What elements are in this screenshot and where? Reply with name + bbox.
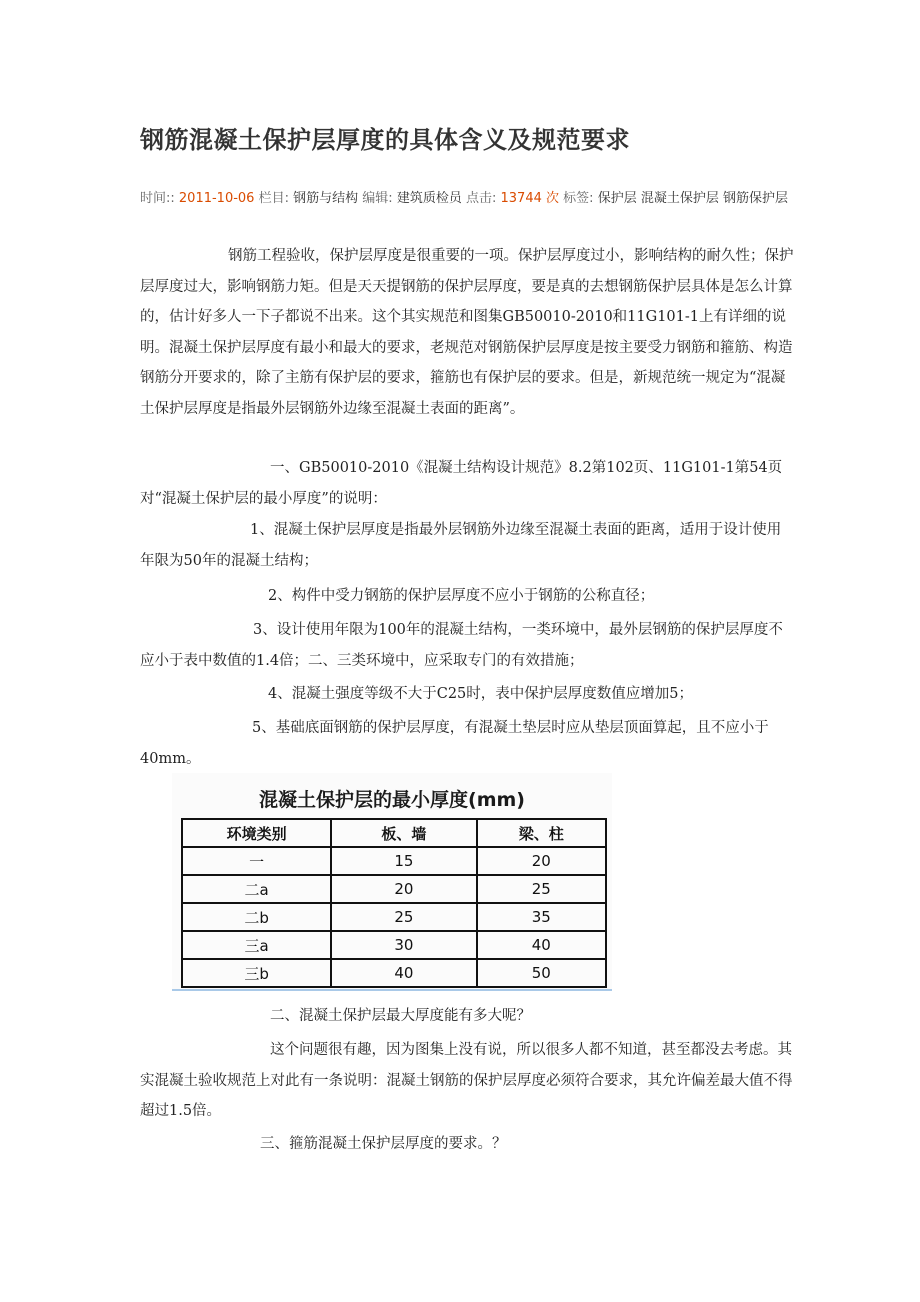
editor-label: 编辑: (362, 191, 393, 206)
section-heading: 三、箍筋混凝土保护层厚度的要求。？ (260, 1136, 507, 1152)
cover-thickness-table (181, 818, 607, 988)
table-row (182, 847, 606, 875)
body-paragraph: 钢筋工程验收，保护层厚度是很重要的一项。保护层厚度过小，影响结构的耐久性；保护层厚度过大，影响钢筋力矩。但是天天提钢筋的保护层厚度，要是真的去想钢筋保护层具体是怎么计算的，估计好多人一下子都说不出来。这个其实规范和图集GB50010-2010和11G101-1上有详细的说明。混凝土保护层厚度有最小和最大的要求，老规范对钢筋保护层厚度是按主要受力钢筋和箍筋、构造钢筋分开要求的，除了主筋有保护层的要求，箍筋也有保护层的要求。但是，新规范统一规定为“混凝土保护层厚度是指最外层钢筋外边缘至混凝土表面的距离”。 (140, 248, 794, 417)
figure-title: 混凝土保护层的最小厚度(mm) (259, 789, 525, 811)
table-row (182, 903, 606, 931)
article-title: 钢筋混凝土保护层厚度的具体含义及规范要求 (140, 126, 630, 154)
table-cell: 30 (331, 931, 476, 959)
section-heading: 二、混凝土保护层最大厚度能有多大呢？ (270, 1008, 531, 1024)
table-cell: 40 (477, 931, 606, 959)
table-cell: 25 (331, 903, 476, 931)
table-cell: 三a (182, 931, 331, 959)
tag-link[interactable]: 保护层 (597, 191, 637, 206)
rule-item: 3、设计使用年限为100年的混凝土结构，一类环境中，最外层钢筋的保护层厚度不应小于表中数值的1.4倍；二、三类环境中，应采取专门的有效措施； (140, 622, 783, 669)
header-cell: 板、墙 (331, 819, 476, 847)
tag-link[interactable]: 混凝土保护层 (640, 191, 719, 206)
rule-item: 1、混凝土保护层厚度是指最外层钢筋外边缘至混凝土表面的距离，适用于设计使用年限为50年的混凝土结构； (140, 522, 782, 569)
table-cell: 二a (182, 875, 331, 903)
body-paragraph: 这个问题很有趣，因为图集上没有说，所以很多人都不知道，甚至都没去考虑。其实混凝土验收规范上对此有一条说明：混凝土钢筋的保护层厚度必须符合要求，其允许偏差最大值不得超过1.5倍。 (140, 1042, 793, 1119)
table-row (182, 959, 606, 987)
table-cell: 二b (182, 903, 331, 931)
rule-item: 5、基础底面钢筋的保护层厚度，有混凝土垫层时应从垫层顶面算起，且不应小于40mm。 (140, 720, 769, 767)
table-cell: 50 (477, 959, 606, 987)
tag-link[interactable]: 钢筋保护层 (723, 191, 789, 206)
editor-value: 建筑质检员 (396, 191, 462, 206)
clicks-label: 点击: (465, 191, 497, 206)
clicks-value: 13744 (500, 191, 542, 206)
cover-thickness-figure (172, 773, 612, 991)
table-row (182, 875, 606, 903)
table-cell: 20 (331, 875, 476, 903)
table-cell: 35 (477, 903, 606, 931)
tags-label: 标签: (563, 191, 594, 206)
table-cell: 25 (477, 875, 606, 903)
rule-item: 4、混凝土强度等级不大于C25时，表中保护层厚度数值应增加5； (268, 686, 693, 702)
time-label: 时间:: (140, 191, 175, 206)
column-link[interactable]: 钢筋与结构 (293, 191, 359, 206)
table-cell: 一 (182, 847, 331, 875)
section-heading: 一、GB50010-2010《混凝土结构设计规范》8.2第102页、11G101-1第54页对“混凝土保护层的最小厚度”的说明： (140, 460, 783, 507)
header-cell: 梁、柱 (477, 819, 606, 847)
table-cell: 40 (331, 959, 476, 987)
article-meta (140, 186, 790, 212)
clicks-unit: 次 (546, 191, 560, 206)
table-header-row (182, 819, 606, 847)
table-cell: 三b (182, 959, 331, 987)
rule-item: 2、构件中受力钢筋的保护层厚度不应小于钢筋的公称直径； (268, 588, 655, 604)
time-value: 2011-10-06 (178, 191, 255, 206)
table-cell: 15 (331, 847, 476, 875)
header-cell: 环境类别 (182, 819, 331, 847)
table-row (182, 931, 606, 959)
column-label: 栏目: (258, 191, 289, 206)
table-cell: 20 (477, 847, 606, 875)
